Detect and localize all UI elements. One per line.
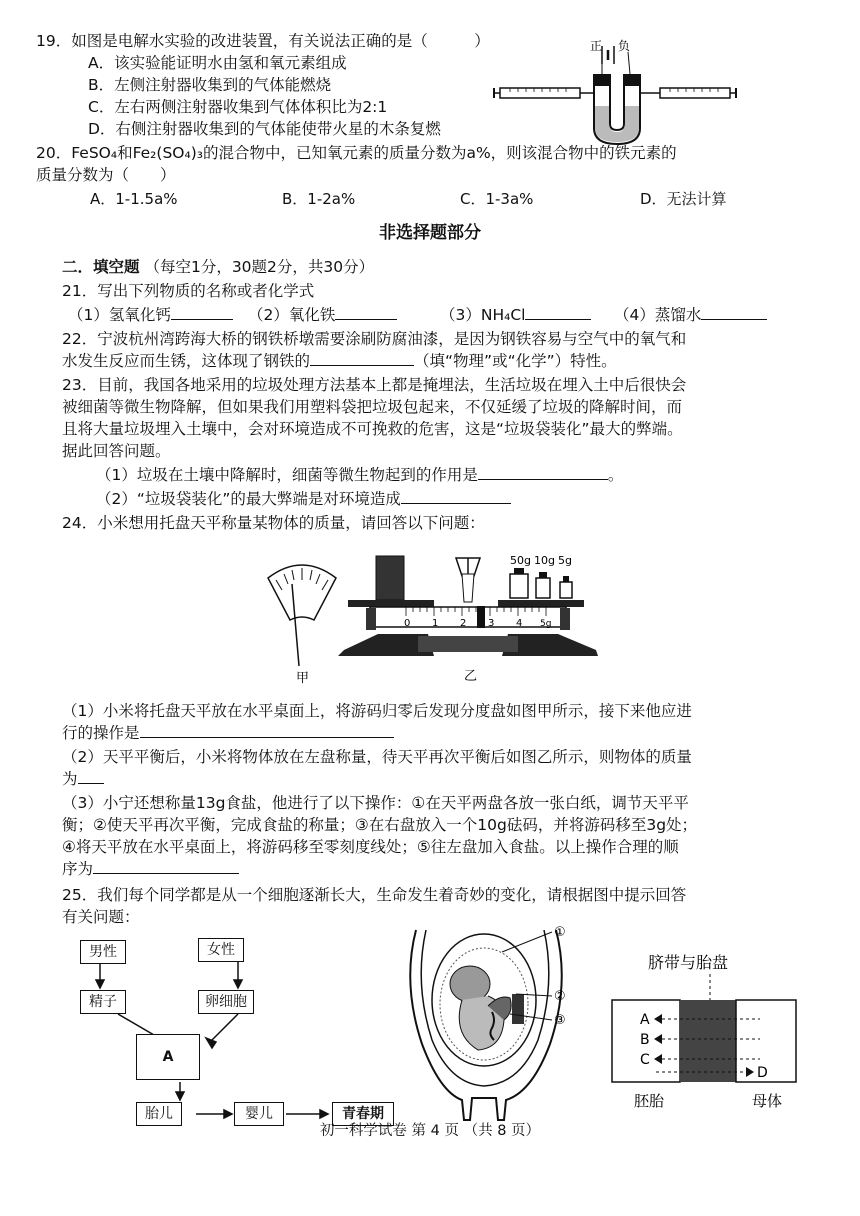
placenta-b-label: B: [640, 1032, 650, 1048]
q23-line2: 被细菌等微生物降解，但如果我们用塑料袋把垃圾包起来，不仅延缓了垃圾的降解时间，而: [62, 398, 683, 416]
weight-10g-label: 10g: [534, 554, 555, 567]
q22-line1: 22．宁波杭州湾跨海大桥的钢铁桥墩需要涂刷防腐油漆，是因为钢铁容易与空气中的氧气和: [62, 330, 687, 348]
q19-option-b[interactable]: B．左侧注射器收集到的气体能燃烧: [88, 76, 332, 94]
q25-line1: 25．我们每个同学都是从一个细胞逐渐长大，生命发生着奇妙的变化，请根据图中提示回答: [62, 886, 687, 904]
positive-label: 正: [590, 39, 603, 53]
q23-line3: 且将大量垃圾埋入土壤中，会对环境造成不可挽救的危害，这是“垃圾袋装化”最大的弊端。: [62, 420, 683, 438]
q21-stem: 21．写出下列物质的名称或者化学式: [62, 282, 315, 300]
q21-blank2[interactable]: [335, 304, 397, 320]
q20-option-a[interactable]: A．1-1.5a%: [90, 190, 178, 208]
section-title: 非选择题部分: [379, 223, 481, 243]
q23-sub2: （2）“垃圾袋装化”的最大弊端是对环境造成: [96, 488, 511, 510]
q24-stem: 24．小米想用托盘天平称量某物体的质量，请回答以下问题：: [62, 514, 485, 532]
mother-label: 母体: [752, 1092, 783, 1110]
electrolysis-apparatus-figure: [490, 28, 750, 150]
callout-2: ②: [554, 989, 566, 1004]
q23-line4: 据此回答问题。: [62, 442, 171, 460]
q21-item1: （1）氢氧化钙: [68, 304, 233, 326]
callout-1: ①: [554, 925, 566, 940]
balance-dial-figure: [262, 556, 342, 686]
q23-line1: 23．目前，我国各地采用的垃圾处理方法基本上都是掩埋法，生活垃圾在埋入土中后很快会: [62, 376, 687, 394]
q21-item3: （3）NH₄Cl: [440, 304, 591, 326]
q24-blank1[interactable]: [140, 722, 394, 738]
placenta-exchange-figure: [600, 940, 820, 1120]
q24-p3-line3: ④将天平放在水平桌面上，将游码移至零刻度线处；⑤往左盘加入食盐。以上操作合理的顺: [62, 838, 679, 856]
q19-stem: 19．如图是电解水实验的改进装置，有关说法正确的是（ ）: [36, 32, 490, 50]
q21-blank3[interactable]: [525, 304, 591, 320]
uterus-fetus-figure: [392, 924, 582, 1122]
q20-option-c[interactable]: C．1-3a%: [460, 190, 534, 208]
embryo-label: 胚胎: [634, 1092, 665, 1110]
scale-tick-0: 0: [404, 618, 411, 629]
q21-item4: （4）蒸馏水: [614, 304, 767, 326]
placenta-title: 脐带与胎盘: [648, 953, 729, 972]
scale-tick-1: 1: [432, 618, 439, 629]
part2-title: 二．填空题: [62, 258, 140, 276]
flow-sperm: 精子: [80, 990, 126, 1014]
q21-item2: （2）氧化铁: [248, 304, 397, 326]
flow-fetus: 胎儿: [136, 1102, 182, 1126]
q24-blank2[interactable]: [78, 768, 104, 784]
q23-blank2[interactable]: [401, 488, 511, 504]
q24-p1-line2: 行的操作是: [62, 722, 394, 744]
q22-line2: 水发生反应而生锈，这体现了钢铁的 （填“物理”或“化学”）特性。: [62, 352, 617, 370]
flow-puberty: 青春期: [332, 1102, 394, 1126]
q19-option-a[interactable]: A．该实验能证明水由氢和氧元素组成: [88, 54, 347, 72]
q24-blank3[interactable]: [93, 858, 239, 874]
q21-blank4[interactable]: [701, 304, 767, 320]
q19-option-c[interactable]: C．左右两侧注射器收集到气体体积比为2:1: [88, 98, 388, 116]
q19-option-d[interactable]: D．右侧注射器收集到的气体能使带火星的木条复燃: [88, 120, 441, 138]
q20-stem-line2: 质量分数为（ ）: [36, 166, 176, 184]
q22-blank[interactable]: [310, 350, 414, 366]
placenta-d-label: D: [757, 1065, 768, 1081]
flow-female: 女性: [198, 938, 244, 962]
fig-jia-label: 甲: [296, 671, 310, 686]
q24-p1-line1: （1）小米将托盘天平放在水平桌面上，将游码归零后发现分度盘如图甲所示，接下来他应进: [62, 702, 692, 720]
scale-tick-4: 4: [516, 618, 523, 629]
q20-stem-line1: 20．FeSO₄和Fe₂(SO₄)₃的混合物中，已知氧元素的质量分数为a%，则该混合物中的铁元素的: [36, 144, 677, 162]
q20-option-d[interactable]: D．无法计算: [640, 190, 727, 208]
scale-tick-5: 5g: [540, 619, 552, 629]
q23-blank1[interactable]: [478, 464, 608, 480]
q24-p2-line1: （2）天平平衡后，小米将物体放在左盘称量，待天平再次平衡后如图乙所示，则物体的质量: [62, 748, 692, 766]
placenta-a-label: A: [640, 1012, 650, 1028]
balance-figure: [338, 544, 598, 686]
weight-50g-label: 50g: [510, 554, 531, 567]
placenta-c-label: C: [640, 1052, 650, 1068]
q21-blank1[interactable]: [171, 304, 233, 320]
q25-line2: 有关问题：: [62, 908, 140, 926]
q24-p3-line2: 衡；②使天平再次平衡，完成食盐的称量；③在右盘放入一个10g砝码，并将游码移至3g处；: [62, 816, 698, 834]
flow-egg: 卵细胞: [198, 990, 254, 1014]
flow-a: A: [136, 1034, 200, 1080]
scale-tick-2: 2: [460, 618, 467, 629]
q20-option-b[interactable]: B．1-2a%: [282, 190, 356, 208]
scale-tick-3: 3: [488, 618, 495, 629]
q24-p3-line4: 序为: [62, 858, 239, 880]
q24-p2-line2: 为: [62, 768, 104, 790]
q24-p3-line1: （3）小宁还想称量13g食盐，他进行了以下操作：①在天平两盘各放一张白纸，调节天平平: [62, 794, 689, 812]
part2-note: （每空1分，30题2分，共30分）: [144, 258, 375, 276]
fig-yi-label: 乙: [464, 669, 478, 684]
callout-3: ③: [554, 1013, 566, 1028]
flow-baby: 婴儿: [234, 1102, 284, 1126]
flow-male: 男性: [80, 940, 126, 964]
page-footer: 初一科学试卷 第 4 页 （共 8 页）: [319, 1123, 541, 1139]
weight-5g-label: 5g: [558, 554, 572, 567]
negative-label: 负: [618, 39, 631, 53]
q23-sub1: （1）垃圾在土壤中降解时，细菌等微生物起到的作用是 。: [96, 466, 624, 484]
part2-heading: [62, 256, 374, 278]
